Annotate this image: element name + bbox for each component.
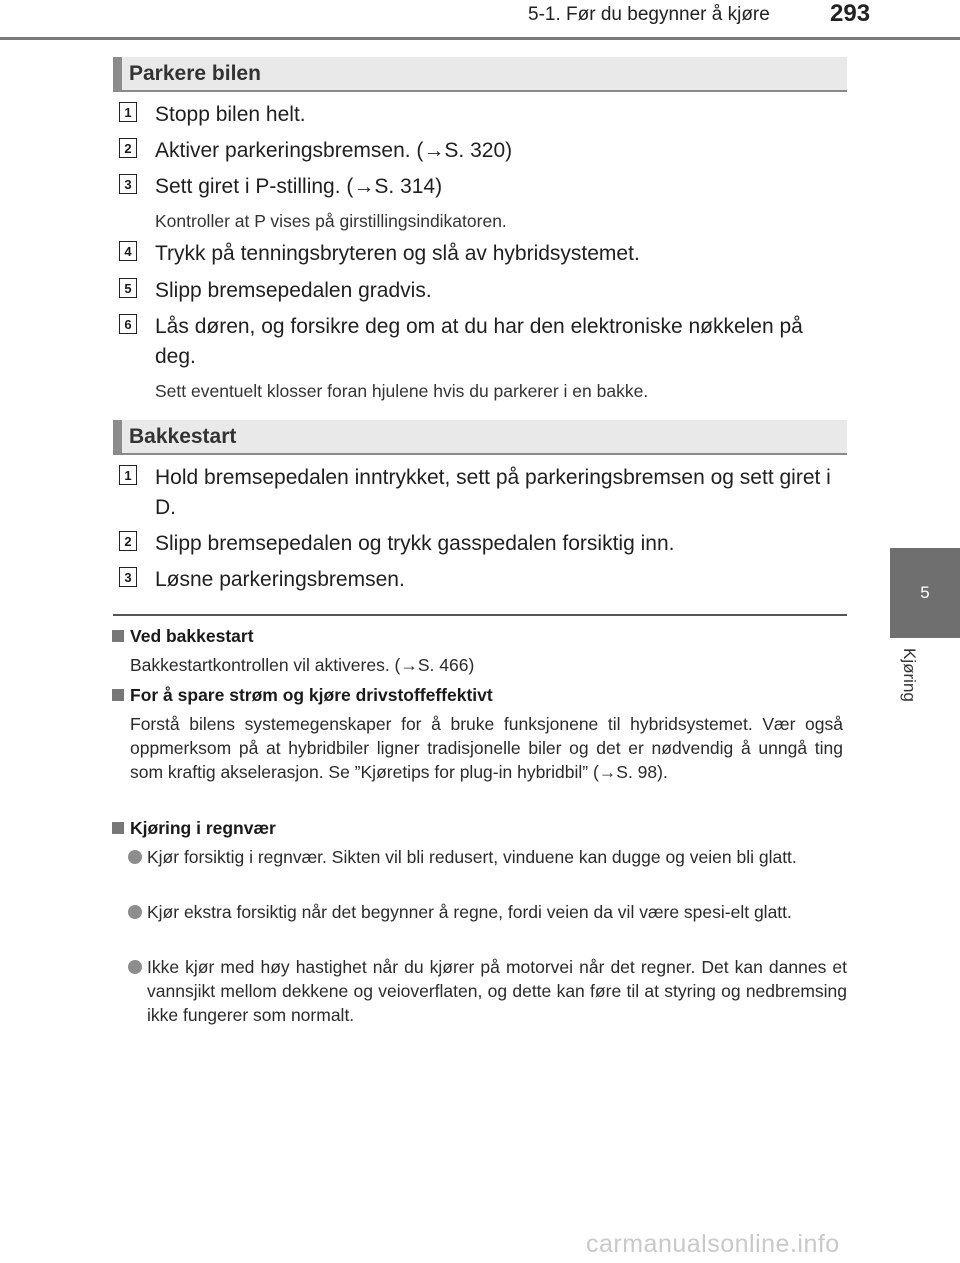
- info-body: Forstå bilens systemegenskaper for å bruke funksjonene til hybridsystemet. Vær også oppmerksom på at hybridbiler ligner tradisjonelle biler og det er nødvendig å unngå ting som kraftig akselerasjon. Se ”Kjøretips for plug-in hybridbil” (→S. 98).: [130, 714, 843, 782]
- bullet-text: Ikke kjør med høy hastighet når du kjører på motorvei når det regner. Det kan dannes et vannsjikt mellom dekkene og veioverflaten, og dette kan føre til at styring og nedbremsing ikke fungerer som normalt.: [147, 957, 847, 1025]
- step-number: 3: [119, 174, 137, 194]
- square-bullet-icon: [112, 822, 124, 834]
- step-text: Aktiver parkeringsbremsen. (→S. 320): [155, 139, 513, 162]
- round-bullet-icon: [128, 850, 142, 864]
- step-number: 3: [119, 567, 137, 587]
- chapter-number: 5: [920, 583, 930, 602]
- step-text: Sett giret i P-stilling. (→S. 314): [155, 175, 443, 198]
- step-number: 4: [119, 241, 137, 261]
- section-header-bakkestart: [113, 420, 847, 455]
- info-heading: [112, 818, 276, 839]
- info-heading: [112, 626, 254, 647]
- section-divider: [113, 614, 847, 616]
- header-rule: [0, 37, 960, 40]
- info-heading: [112, 685, 493, 706]
- step-text: Stopp bilen helt.: [155, 103, 306, 126]
- chapter-tab: [890, 548, 960, 638]
- chapter-label: Kjøring: [900, 648, 919, 702]
- step-number: 1: [119, 465, 137, 485]
- round-bullet-icon: [128, 905, 142, 919]
- step-text: Slipp bremsepedalen og trykk gasspedalen forsiktig inn.: [155, 532, 675, 555]
- bullet-text: Kjør forsiktig i regnvær. Sikten vil bli redusert, vinduene kan dugge og veien bli glatt.: [147, 847, 797, 867]
- step-number: 1: [119, 102, 137, 122]
- bullet-text: Kjør ekstra forsiktig når det begynner å regne, fordi veien da vil være spesi-elt glatt.: [147, 902, 792, 922]
- page-number: 293: [830, 0, 871, 27]
- step-text: Lås døren, og forsikre deg om at du har den elektroniske nøkkelen på deg.: [155, 315, 803, 368]
- step-number: 2: [119, 531, 137, 551]
- info-heading-text: Kjøring i regnvær: [130, 818, 276, 838]
- info-heading-text: Ved bakkestart: [130, 626, 254, 646]
- step-text: Slipp bremsepedalen gradvis.: [155, 279, 432, 302]
- section-title: Parkere bilen: [129, 62, 261, 85]
- step-text: Trykk på tenningsbryteren og slå av hybridsystemet.: [155, 242, 640, 265]
- section-header-parkere: [113, 57, 847, 92]
- step-number: 5: [119, 278, 137, 298]
- step-note: Sett eventuelt klosser foran hjulene hvis du parkerer i en bakke.: [155, 381, 649, 401]
- info-body: Bakkestartkontrollen vil aktiveres. (→S. 466): [130, 655, 475, 675]
- watermark: carmanualsonline.info: [586, 1230, 840, 1258]
- info-heading-text: For å spare strøm og kjøre drivstoffeffektivt: [130, 685, 493, 705]
- section-title: Bakkestart: [129, 425, 237, 448]
- square-bullet-icon: [112, 630, 124, 642]
- step-number: 6: [119, 314, 137, 334]
- step-note: Kontroller at P vises på girstillingsindikatoren.: [155, 211, 507, 231]
- round-bullet-icon: [128, 960, 142, 974]
- step-text: Løsne parkeringsbremsen.: [155, 568, 405, 591]
- step-number: 2: [119, 138, 137, 158]
- square-bullet-icon: [112, 689, 124, 701]
- step-text: Hold bremsepedalen inntrykket, sett på parkeringsbremsen og sett giret i D.: [155, 466, 831, 519]
- header-title: 5-1. Før du begynner å kjøre: [528, 4, 770, 25]
